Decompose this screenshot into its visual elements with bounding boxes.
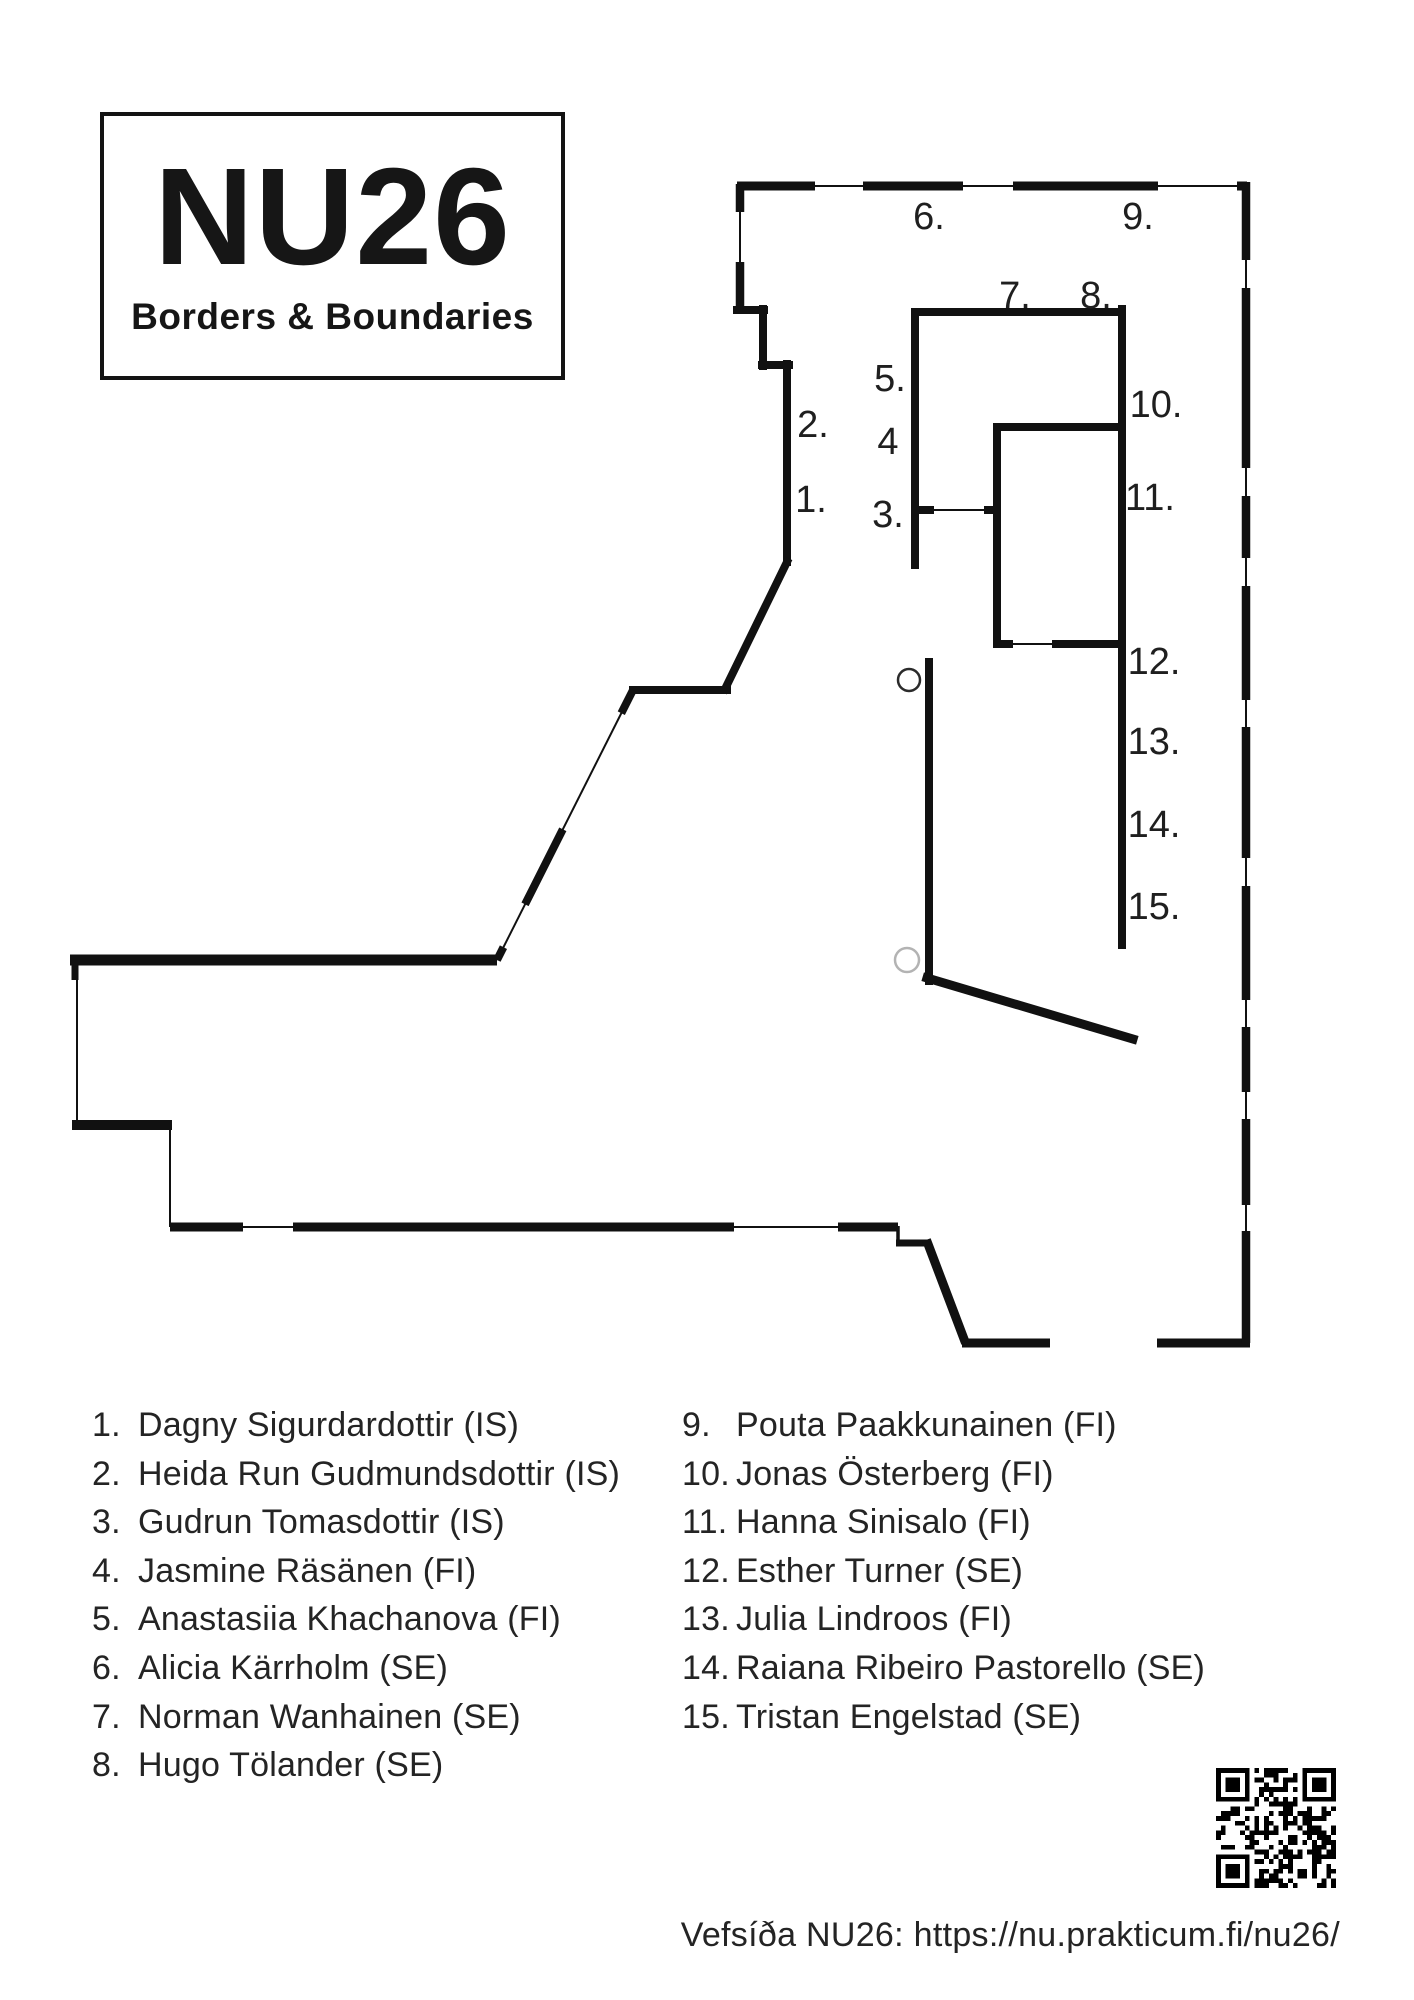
legend-item-number: 13. (682, 1600, 730, 1639)
plan-label: 7. (999, 275, 1031, 317)
legend-item-number: 6. (92, 1648, 121, 1687)
legend-item-number: 3. (92, 1503, 121, 1542)
plan-label: 12. (1127, 641, 1181, 683)
plan-label: 9. (1122, 196, 1154, 238)
legend-item (92, 1406, 652, 1455)
legend-item (682, 1503, 1322, 1552)
plan-label: 3. (872, 494, 904, 536)
plan-label: 15. (1127, 886, 1181, 928)
legend-item-name: Esther Turner (SE) (736, 1551, 1024, 1590)
legend-item-name: Raiana Ribeiro Pastorello (SE) (736, 1648, 1205, 1687)
legend-item-number: 11. (682, 1503, 728, 1542)
legend-item (682, 1600, 1322, 1649)
legend-item-number: 1. (92, 1406, 121, 1444)
plan-marker-circle-bottom (895, 948, 919, 972)
legend-item (92, 1600, 652, 1649)
legend-item (682, 1552, 1322, 1601)
legend-item-name: Jasmine Räsänen (FI) (138, 1551, 477, 1590)
legend-item (682, 1406, 1322, 1455)
plan-label: 13. (1127, 721, 1181, 763)
legend-item-number: 10. (682, 1454, 730, 1493)
legend-item-name: Tristan Engelstad (SE) (736, 1697, 1082, 1736)
legend-item-name: Alicia Kärrholm (SE) (138, 1648, 449, 1687)
logo-subtitle: Borders & Boundaries (131, 296, 534, 337)
plan-label: 5. (874, 358, 906, 400)
legend-item-name: Dagny Sigurdardottir (IS) (138, 1406, 520, 1444)
website-url: Vefsíða NU26: https://nu.prakticum.fi/nu26/ (680, 1916, 1340, 1954)
legend-item-name: Hanna Sinisalo (FI) (736, 1503, 1031, 1542)
plan-label: 10. (1129, 384, 1183, 426)
legend-item-name: Norman Wanhainen (SE) (138, 1697, 521, 1736)
legend-item-name: Anastasiia Khachanova (FI) (138, 1600, 561, 1639)
plan-label: 6. (913, 196, 945, 238)
legend-column-right (682, 1406, 1322, 1746)
legend-item-number: 8. (92, 1746, 121, 1785)
plan-label: 4 (877, 421, 899, 463)
legend-item (682, 1455, 1322, 1504)
legend-item (92, 1649, 652, 1698)
legend-item (682, 1698, 1322, 1747)
plan-label: 1. (795, 479, 827, 521)
legend-item (92, 1455, 652, 1504)
plan-label: 2. (797, 404, 829, 446)
legend-item-number: 7. (92, 1697, 121, 1736)
thick-walls (70, 182, 1250, 1343)
legend-item-name: Heida Run Gudmundsdottir (IS) (138, 1454, 621, 1493)
logo-title: NU26 (154, 140, 511, 294)
legend-item-name: Jonas Österberg (FI) (736, 1454, 1054, 1493)
legend-item (92, 1698, 652, 1747)
legend-item-name: Gudrun Tomasdottir (IS) (138, 1503, 505, 1542)
legend-item-number: 12. (682, 1551, 730, 1590)
legend-item-number: 15. (682, 1697, 730, 1736)
legend-item-number: 9. (682, 1406, 711, 1444)
plan-label: 14. (1127, 804, 1181, 846)
plan-marker-circle-top (898, 669, 920, 691)
plan-label: 8. (1080, 275, 1112, 317)
plan-label: 11. (1124, 477, 1176, 519)
legend-item (92, 1746, 652, 1795)
thin-walls (77, 182, 1246, 1343)
legend-item (682, 1649, 1322, 1698)
legend-column-left (92, 1406, 652, 1795)
qr-code (1216, 1768, 1336, 1888)
legend-item-number: 4. (92, 1551, 121, 1590)
legend-item-number: 2. (92, 1454, 121, 1493)
legend-item-name: Hugo Tölander (SE) (138, 1746, 444, 1785)
legend-item-number: 14. (682, 1648, 730, 1687)
legend-item (92, 1552, 652, 1601)
legend-item (92, 1503, 652, 1552)
legend-item-number: 5. (92, 1600, 121, 1639)
legend-item-name: Julia Lindroos (FI) (736, 1600, 1012, 1639)
legend-item-name: Pouta Paakkunainen (FI) (736, 1406, 1117, 1444)
